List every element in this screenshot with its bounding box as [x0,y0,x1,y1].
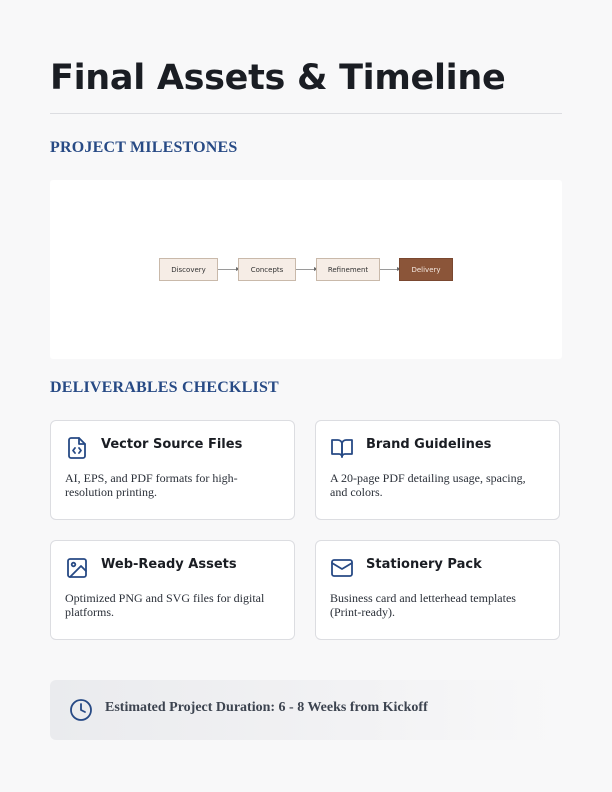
deliverable-title: Web-Ready Assets [101,557,237,572]
milestone-delivery: Delivery [399,258,453,281]
milestone-refinement: Refinement [316,258,380,281]
book-open-icon [330,436,354,460]
duration-text: Estimated Project Duration: 6 - 8 Weeks from Kickoff [105,700,428,715]
deliverables-heading: DELIVERABLES CHECKLIST [50,379,279,396]
deliverable-description: AI, EPS, and PDF formats for high-resolution printing. [65,471,238,499]
milestone-discovery: Discovery [159,258,218,281]
title-divider [50,113,562,114]
image-icon [65,556,89,580]
deliverable-description: Optimized PNG and SVG files for digital platforms. [65,591,265,619]
milestones-heading: PROJECT MILESTONES [50,139,238,156]
page-title: Final Assets & Timeline [50,58,506,98]
deliverable-title: Vector Source Files [101,437,243,452]
flow-arrow [218,269,239,270]
deliverable-card-web-ready [50,540,295,640]
deliverable-card-vector-source [50,420,295,520]
milestone-concepts: Concepts [238,258,296,281]
deliverable-title: Brand Guidelines [366,437,492,452]
flow-arrow [296,269,317,270]
deliverable-description: Business card and letterhead templates (Print-ready). [330,591,516,619]
milestones-flowchart [50,180,562,359]
deliverable-card-brand-guidelines [315,420,560,520]
clock-icon [69,698,93,722]
flow-arrow [380,269,400,270]
deliverable-description: A 20-page PDF detailing usage, spacing, and colors. [330,471,526,499]
deliverable-card-stationery [315,540,560,640]
file-code-icon [65,436,89,460]
deliverable-title: Stationery Pack [366,557,482,572]
mail-icon [330,556,354,580]
duration-banner [50,680,562,740]
